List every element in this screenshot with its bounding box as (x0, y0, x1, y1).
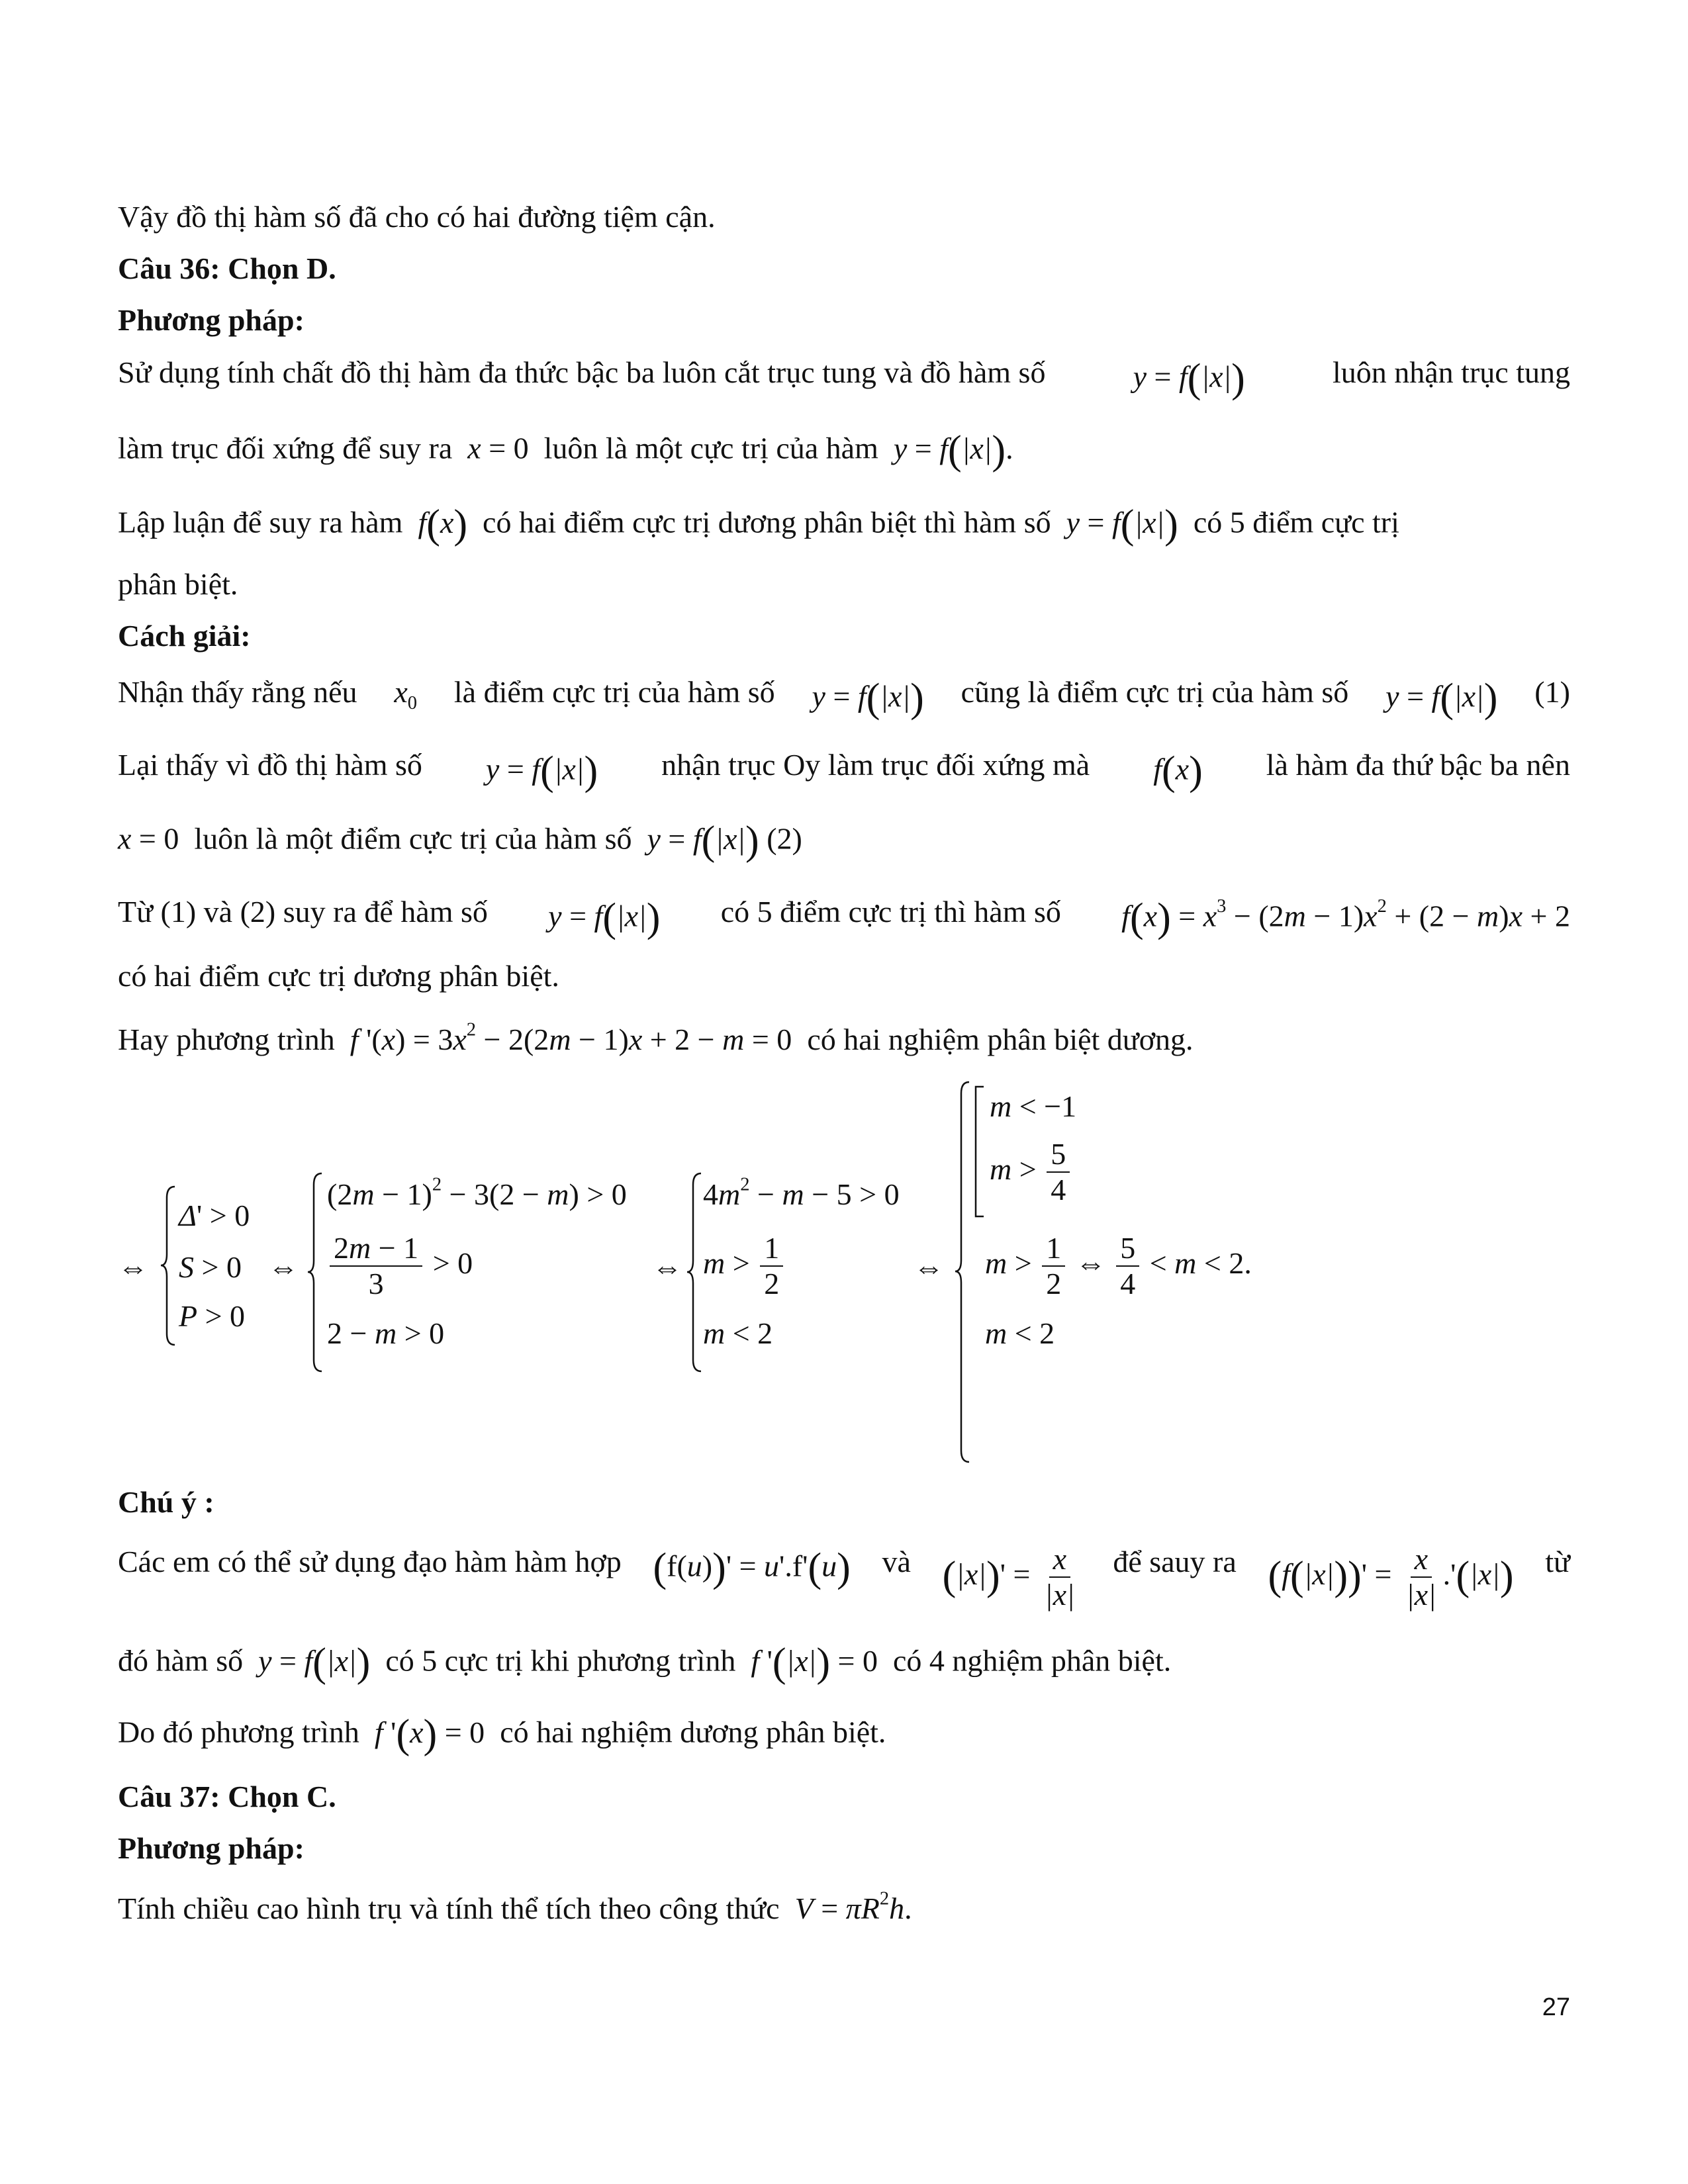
math-expression: m < −1 (990, 1089, 1077, 1123)
solution-heading: Cách giải: (118, 619, 251, 653)
question-36-heading: Câu 36: Chọn D. (118, 251, 336, 285)
math-expression: x = 0 (118, 821, 179, 856)
text-line: Lập luận để suy ra hàm f(x) có hai điểm cực trị dương phân biệt thì hàm số y = f(|x|) có 5 điểm cực trị (118, 502, 1399, 547)
math-expression: f(x) (418, 502, 468, 547)
text-line: Hay phương trình f '$(x) = 3x^2 - 2(2m - 1)x + 2 - m = 0$ có hai nghiệm phân biệt dương. (118, 1019, 1194, 1056)
math-expression: $V = \pi R^2h$. (794, 1888, 912, 1925)
brace-icon (685, 1171, 705, 1373)
math-expression: y = f(|x|) (1133, 356, 1245, 401)
brace-icon (159, 1185, 179, 1347)
equivalence-arrow: ⇔ (118, 1250, 148, 1284)
math-expression: $4m^2 - m - 5 > 0$ (703, 1174, 900, 1211)
text-line: Do đó phương trình f '(x) = 0 có hai nghiệm dương phân biệt. (118, 1711, 886, 1756)
equivalence-arrow: ⇔ (268, 1250, 299, 1284)
text-line: x = 0 luôn là một điểm cực trị của hàm số y = f(|x|) (2) (118, 818, 802, 863)
math-expression: S > 0 (179, 1250, 242, 1284)
math-expression: m > $\frac{1}{2}$ (703, 1232, 786, 1300)
math-expression: f '(|x|) = 0 (751, 1640, 878, 1685)
math-expression: y = f(|x|) (258, 1640, 371, 1685)
math-expression: m < 2 (985, 1316, 1055, 1350)
math-expression: y = f(|x|) (812, 676, 924, 721)
text-line: làm trục đối xứng để suy ra x = 0 luôn là một cực trị của hàm y = f(|x|). (118, 428, 1013, 473)
math-expression: 2 − m > 0 (327, 1316, 445, 1350)
math-expression: f '$(x) = 3x^2 - 2(2m - 1)x + 2 - m = 0$ (350, 1019, 792, 1056)
math-expression: m > $\frac{1}{2}$ ⇔ $\frac{5}{4}$ < m < 2. (985, 1231, 1252, 1301)
brace-icon (953, 1080, 973, 1464)
math-expression: $(2m - 1)^2 - 3(2 - m) > 0$ (327, 1174, 627, 1211)
equivalence-arrow: ⇔ (914, 1250, 944, 1284)
brace-icon (306, 1171, 326, 1373)
math-expression: y = f(|x|) (548, 895, 661, 940)
math-expression: (f(|x|))' = $\frac{x}{|x|}$ .'(|x|) (1268, 1542, 1514, 1612)
math-expression: y = f(|x|) (1066, 502, 1178, 547)
text-line: đó hàm số y = f(|x|) có 5 cực trị khi phương trình f '(|x|) = 0 có 4 nghiệm phân biệt. (118, 1640, 1172, 1685)
equivalence-arrow: ⇔ (652, 1250, 682, 1284)
text-line: Lại thấy vì đồ thị hàm số y = f(|x|) nhận trục Oy làm trục đối xứng mà f(x) là hàm đa thứ bậc ba nên (118, 747, 1570, 796)
question-37-heading: Câu 37: Chọn C. (118, 1780, 336, 1813)
text-line: Từ (1) và (2) suy ra để hàm số y = f(|x|) có 5 điểm cực trị thì hàm số $f(x) = x^3 - (2m - 1)x^2 + (2 - m)x + 2$ (118, 893, 1570, 943)
text-line: Vậy đồ thị hàm số đã cho có hai đường tiệm cận. (118, 200, 716, 234)
math-expression: y = f(|x|) (1385, 676, 1498, 721)
bracket-icon (973, 1085, 986, 1218)
math-expression: $f(x) = x^3 - (2m - 1)x^2 + (2 - m)x + 2$ (1121, 895, 1570, 940)
math-expression: y = f(|x|) (485, 749, 598, 794)
math-expression: y = f(|x|). (893, 428, 1013, 473)
method-heading: Phương pháp: (118, 303, 305, 337)
math-expression: (|x|)' = $\frac{x}{|x|}$ (942, 1542, 1075, 1612)
text-line: có hai điểm cực trị dương phân biệt. (118, 959, 559, 993)
text-line: Các em có thể sử dụng đạo hàm hàm hợp (f(u))' = u'.f'(u) và (|x|)' = $\frac{x}{|x|}$ để sauy ra (f(|x|))' = $\frac{x}{|x|}$ .'(|x|) từ (118, 1542, 1570, 1612)
page-number: 27 (1542, 1993, 1570, 2021)
math-expression: m < 2 (703, 1316, 773, 1350)
math-expression: (f(u))' = u'.f'(u) (653, 1545, 851, 1590)
math-expression: Δ' > 0 (179, 1199, 250, 1232)
math-expression: f '(x) = 0 (374, 1711, 485, 1756)
math-expression: x = 0 (467, 431, 529, 465)
text-line: Nhận thấy rằng nếu $x_0$ là điểm cực trị của hàm số y = f(|x|) cũng là điểm cực trị của hàm số y = f(|x|) (1) (118, 674, 1570, 723)
text-line: Sử dụng tính chất đồ thị hàm đa thức bậc ba luôn cắt trục tung và đồ hàm số y = f(|x|) luôn nhận trục tung (118, 354, 1570, 404)
math-expression: y = f(|x|) (647, 818, 759, 863)
math-expression: f(x) (1153, 749, 1203, 794)
text-line: phân biệt. (118, 567, 238, 601)
note-heading: Chú ý : (118, 1485, 214, 1519)
math-expression: m > $\frac{5}{4}$ (990, 1138, 1072, 1206)
text-line: Tính chiều cao hình trụ và tính thể tích theo công thức $V = \pi R^2h$. (118, 1888, 912, 1925)
math-expression: P > 0 (179, 1299, 246, 1333)
math-expression: $x_0$ (394, 675, 418, 713)
math-expression: $\frac{2m - 1}{3}$ > 0 (327, 1232, 473, 1300)
method-heading: Phương pháp: (118, 1831, 305, 1865)
